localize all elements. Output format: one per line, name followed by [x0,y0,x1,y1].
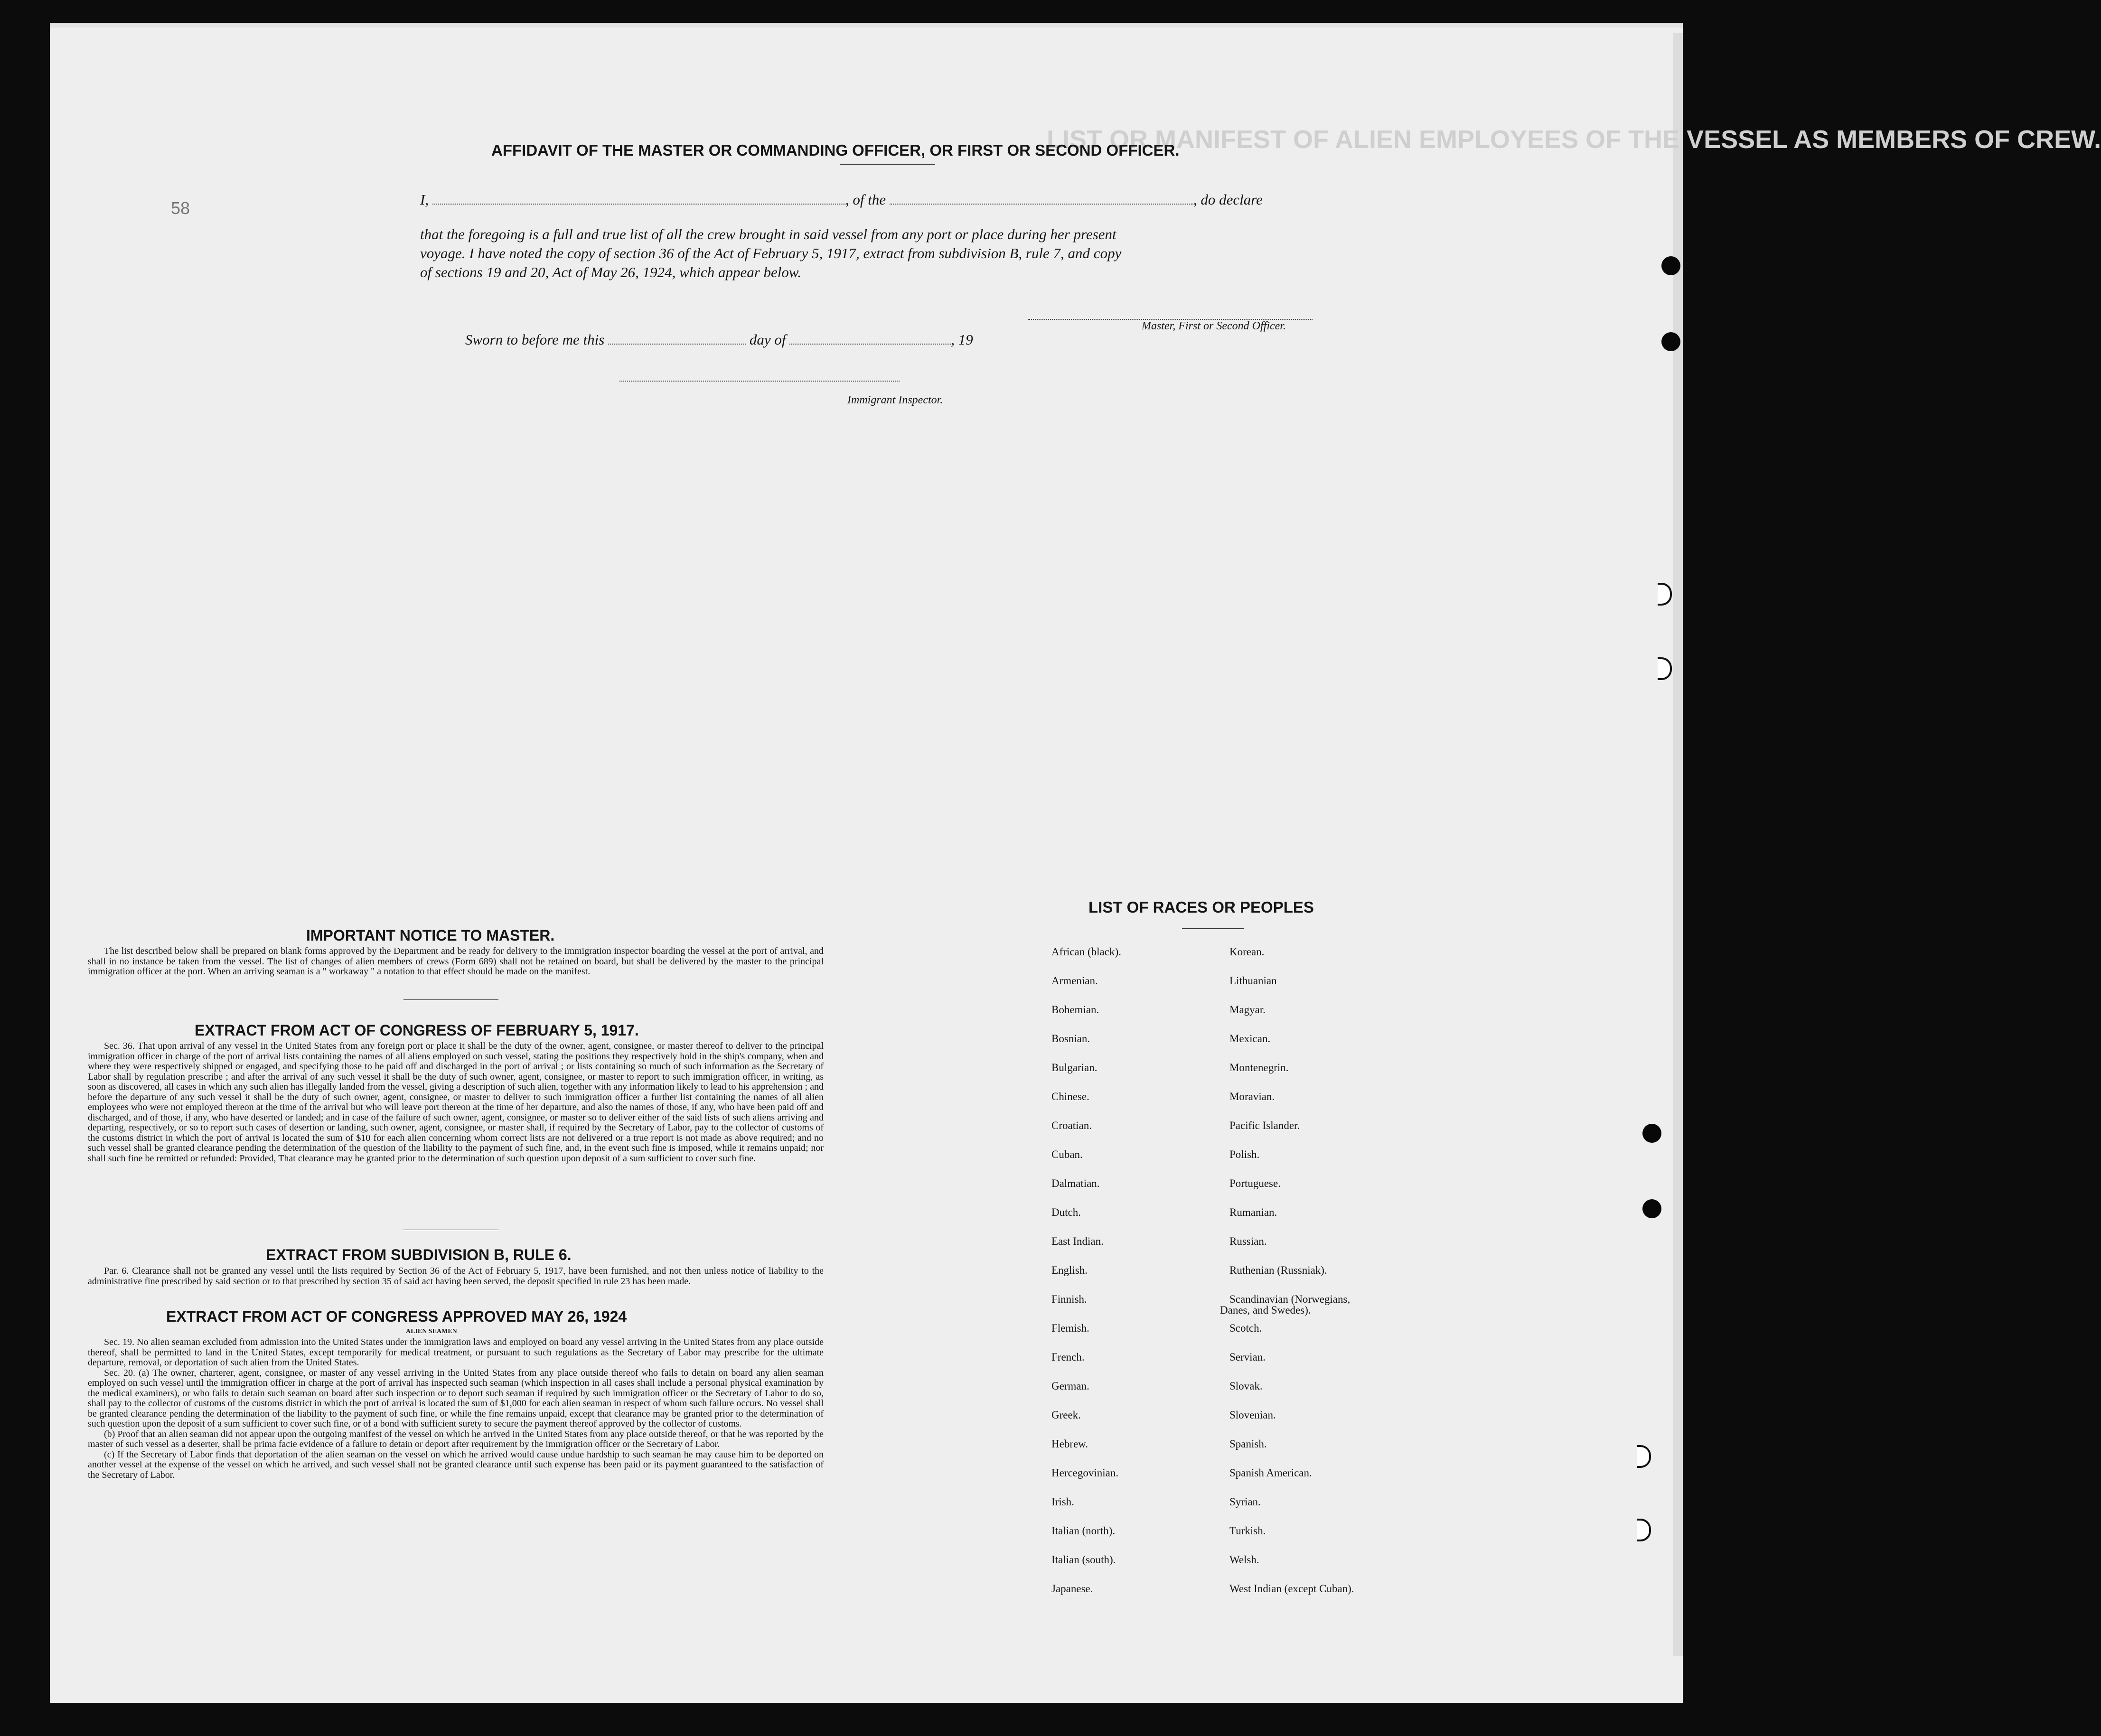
race-item: West Indian (except Cuban). [1229,1583,1354,1595]
extract-1924-title: EXTRACT FROM ACT OF CONGRESS APPROVED MAY 26, 1924 [166,1308,627,1325]
extract-1917-title: EXTRACT FROM ACT OF CONGRESS OF FEBRUARY 5, 1917. [195,1022,639,1039]
race-item: Finnish. [1051,1293,1087,1305]
race-item: Portuguese. [1229,1177,1281,1189]
race-item: Turkish. [1229,1525,1266,1537]
race-item: Slovenian. [1229,1409,1276,1421]
do-declare-label: , do declare [1193,191,1263,208]
notice-paragraph: The list described below shall be prepared on blank forms approved by the Department and be ready for delivery to the immigration inspector boarding the vessel at the port of arrival, and shall in no instance be taken from the vessel. The list of changes of alien members of crews (Form 689) shall not be retained on board, but shall be delivered by the master to the principal immigration officer at the port. When an arriving seaman is a " workaway " a notation to that effect should be made on the manifest. [88,946,824,977]
race-item: Hebrew. [1051,1438,1088,1450]
race-item: Moravian. [1229,1091,1275,1102]
race-item: Flemish. [1051,1322,1089,1334]
race-item: Pacific Islander. [1229,1120,1300,1131]
race-item: Ruthenian (Russniak). [1229,1264,1327,1276]
race-item: Korean. [1229,946,1265,958]
race-item: Scotch. [1229,1322,1262,1334]
bleed-through-text: LIST OR MANIFEST OF ALIEN EMPLOYEES OF THE VESSEL AS MEMBERS OF CREW. [1047,125,2101,154]
divider [403,999,498,1000]
race-item: Magyar. [1229,1004,1266,1016]
punch-hole [1661,256,1680,275]
race-item: Italian (north). [1051,1525,1116,1537]
divider [1182,928,1244,929]
race-item: Montenegrin. [1229,1062,1289,1073]
scandinavian-continuation: Danes, and Swedes). [1220,1304,1311,1316]
sheet-edge [50,23,1683,28]
section-20b-paragraph: (b) Proof that an alien seaman did not appear upon the outgoing manifest of the vessel on which he arrived in the United States from any place outside thereof, or that he was reported by the master of such vessel as a deserter, shall be prima facie evidence of a failure to detain or deport after requirement by the immigration officer or the Secretary of Labor. [88,1428,824,1449]
section-36-paragraph: Sec. 36. That upon arrival of any vessel in the United States from any foreign port or place it shall be the duty of the owner, agent, consignee, or master thereof to deliver to the principal immigration officer in charge of the port of arrival lists containing the names of all aliens employed on such vessel, stating the positions they respectively hold in the ship's company, when and where they were respectively shipped or engaged, and specifying those to be paid off and discharged in the port of arrival ; or lists containing so much of such information as the Secretary of Labor shall by regulation prescribe ; and after the arrival of any such vessel it shall be the duty of such owner, agent, consignee, or master to report to such immigration officer, in writing, as soon as discovered, all cases in which any such alien has illegally landed from the vessel, giving a description of such alien, together with any information likely to lead to his apprehension ; and before the departure of any such vessel it shall be the duty of such owner, agent, consignee, or master to deliver to such immigration officer a further list containing the names of all alien employees who were not employed thereon at the time of the arrival but who will leave port thereon at the time of her departure, and also the names of those, if any, who have been paid off and discharged, and of those, if any, who have deserted or landed; and in case of the failure of such owner, agent, consignee, or master so to deliver either of the said lists of such aliens arriving and departing, respectively, or so to report such cases of desertion or landing, such owner, agent, consignee, or master shall, if required by the Secretary of Labor, pay to the collector of customs of the customs district in which the port of arrival is located the sum of $10 for each alien concerning whom correct lists are not delivered or a true report is not made as above required; and no such vessel shall be granted clearance pending the determination of the question of the liability to the payment of such fine, and, in the event such fine is imposed, while it remains unpaid; nor shall such fine be remitted or refunded: Provided, That clearance may be granted prior to the determination of such question upon deposit of a sum sufficient to cover such fine. [88,1041,824,1164]
extract-1924-body [88,1337,824,1480]
rule-6-title: EXTRACT FROM SUBDIVISION B, RULE 6. [266,1246,572,1263]
race-item: Slovak. [1229,1380,1263,1392]
divider [840,164,935,165]
affidavit-text-line-1: that the foregoing is a full and true list of all the crew brought in said vessel from any port or place during her present [420,226,1116,243]
sworn-day-field[interactable] [608,332,746,345]
notice-body [88,946,824,977]
race-item: East Indian. [1051,1235,1104,1247]
race-item: Japanese. [1051,1583,1093,1595]
of-the-label: , of the [845,191,886,208]
race-item: Mexican. [1229,1033,1271,1045]
race-item: Italian (south). [1051,1554,1116,1566]
section-20a-paragraph: Sec. 20. (a) The owner, charterer, agent, consignee, or master of any vessel arriving in the United States from any place outside thereof who fails to detain on board any alien seaman employed on such vessel until the immigration officer in charge at the port of arrival has inspected such seaman (which inspection in all cases shall include a personal physical examination by the medical examiners), or who fails to detain such seaman on board after such inspection or to deport such seaman if required by such immigration officer or the Secretary of Labor to do so, shall pay to the collector of customs of the customs district in which the port of arrival is located the sum of $1,000 for each alien seaman in respect of whom such failure occurs. No vessel shall be granted clearance pending the determination of the liability to the payment of such fine, or while the fine remains unpaid, except that clearance may be granted prior to the determination of such question upon the deposit of a sum sufficient to cover such fine, or of a bond with sufficient surety to secure the payment thereof approved by the collector of customs. [88,1367,824,1429]
margin-number: 58 [171,198,190,218]
race-item: Dalmatian. [1051,1177,1100,1189]
race-item: Spanish. [1229,1438,1267,1450]
races-title: LIST OF RACES OR PEOPLES [1088,898,1314,916]
race-item: English. [1051,1264,1088,1276]
affidavit-text-line-2: voyage. I have noted the copy of section 36 of the Act of February 5, 1917, extract from subdivision B, rule 7, and copy [420,245,1122,261]
race-item: Irish. [1051,1496,1074,1508]
affidavit-text-line-3: of sections 19 and 20, Act of May 26, 1924, which appear below. [420,264,802,280]
day-of-label: day of [749,331,786,348]
race-item: Servian. [1229,1351,1266,1363]
document-page [50,23,2101,1703]
punch-hole [1642,1199,1661,1218]
inspector-signature-field[interactable] [619,369,900,382]
race-item: Rumanian. [1229,1206,1277,1218]
extract-1917-body [88,1041,824,1164]
notice-title: IMPORTANT NOTICE TO MASTER. [306,927,555,944]
rule-6-body [88,1266,824,1287]
rule-6-paragraph: Par. 6. Clearance shall not be granted any vessel until the lists required by Section 36 of the Act of February 5, 1917, have been furnished, and not then unless notice of liability to the administrative fine prescribed by said section or to that prescribed by section 35 of said act having been served, the deposit specified in rule 23 has been made. [88,1266,824,1287]
race-item: Russian. [1229,1235,1267,1247]
race-item: Hercegovinian. [1051,1467,1119,1479]
sheet-edge [1673,33,1683,1656]
race-item: Chinese. [1051,1091,1089,1102]
race-item: Lithuanian [1229,975,1277,987]
race-item: Bohemian. [1051,1004,1099,1016]
master-signature-label: Master, First or Second Officer. [1142,320,1286,332]
race-item: Syrian. [1229,1496,1261,1508]
race-item: Bulgarian. [1051,1062,1097,1073]
name-field[interactable] [432,192,845,205]
race-item: German. [1051,1380,1089,1392]
race-item: Armenian. [1051,975,1098,987]
race-item: Dutch. [1051,1206,1081,1218]
punch-hole [1661,332,1680,351]
affidavit-title: AFFIDAVIT OF THE MASTER OR COMMANDING OFFICER, OR FIRST OR SECOND OFFICER. [491,141,1180,159]
i-label: I, [420,191,429,208]
race-item: Polish. [1229,1148,1260,1160]
alien-seamen-subtitle: ALIEN SEAMEN [406,1328,457,1335]
race-item: French. [1051,1351,1085,1363]
race-item: Croatian. [1051,1120,1092,1131]
race-item: Welsh. [1229,1554,1259,1566]
year-label: , 19 [951,331,973,348]
section-20c-paragraph: (c) If the Secretary of Labor finds that deportation of the alien seaman on the vessel on which he arrived would cause undue hardship to such seaman he may cause him to be deported on another vessel at the expense of the vessel on which he arrived, and such vessel shall not be granted clearance until such expense has been paid or its payment guaranteed to the satisfaction of the Secretary of Labor. [88,1449,824,1480]
race-item: Bosnian. [1051,1033,1090,1045]
inspector-label: Immigrant Inspector. [847,394,943,406]
section-19-paragraph: Sec. 19. No alien seaman excluded from admission into the United States under the immigration laws and employed on board any vessel arriving in the United States from any place outside thereof, shall be permitted to land in the United States, except temporarily for medical treatment, or pursuant to such regulations as the Secretary of Labor may prescribe for the ultimate departure, removal, or deportation of such alien from the United States. [88,1337,824,1368]
master-signature-field[interactable] [1028,308,1313,320]
sworn-label: Sworn to before me this [465,331,605,348]
race-item: Spanish American. [1229,1467,1312,1479]
punch-hole [1642,1124,1661,1143]
race-item: African (black). [1051,946,1121,958]
affidavit-declaration-line [420,191,1263,208]
race-item: Greek. [1051,1409,1081,1421]
race-item: Cuban. [1051,1148,1083,1160]
vessel-field[interactable] [890,192,1193,205]
sworn-month-field[interactable] [789,332,951,345]
sworn-line [465,331,973,348]
race-item: Scandinavian (Norwegians, [1229,1293,1351,1305]
